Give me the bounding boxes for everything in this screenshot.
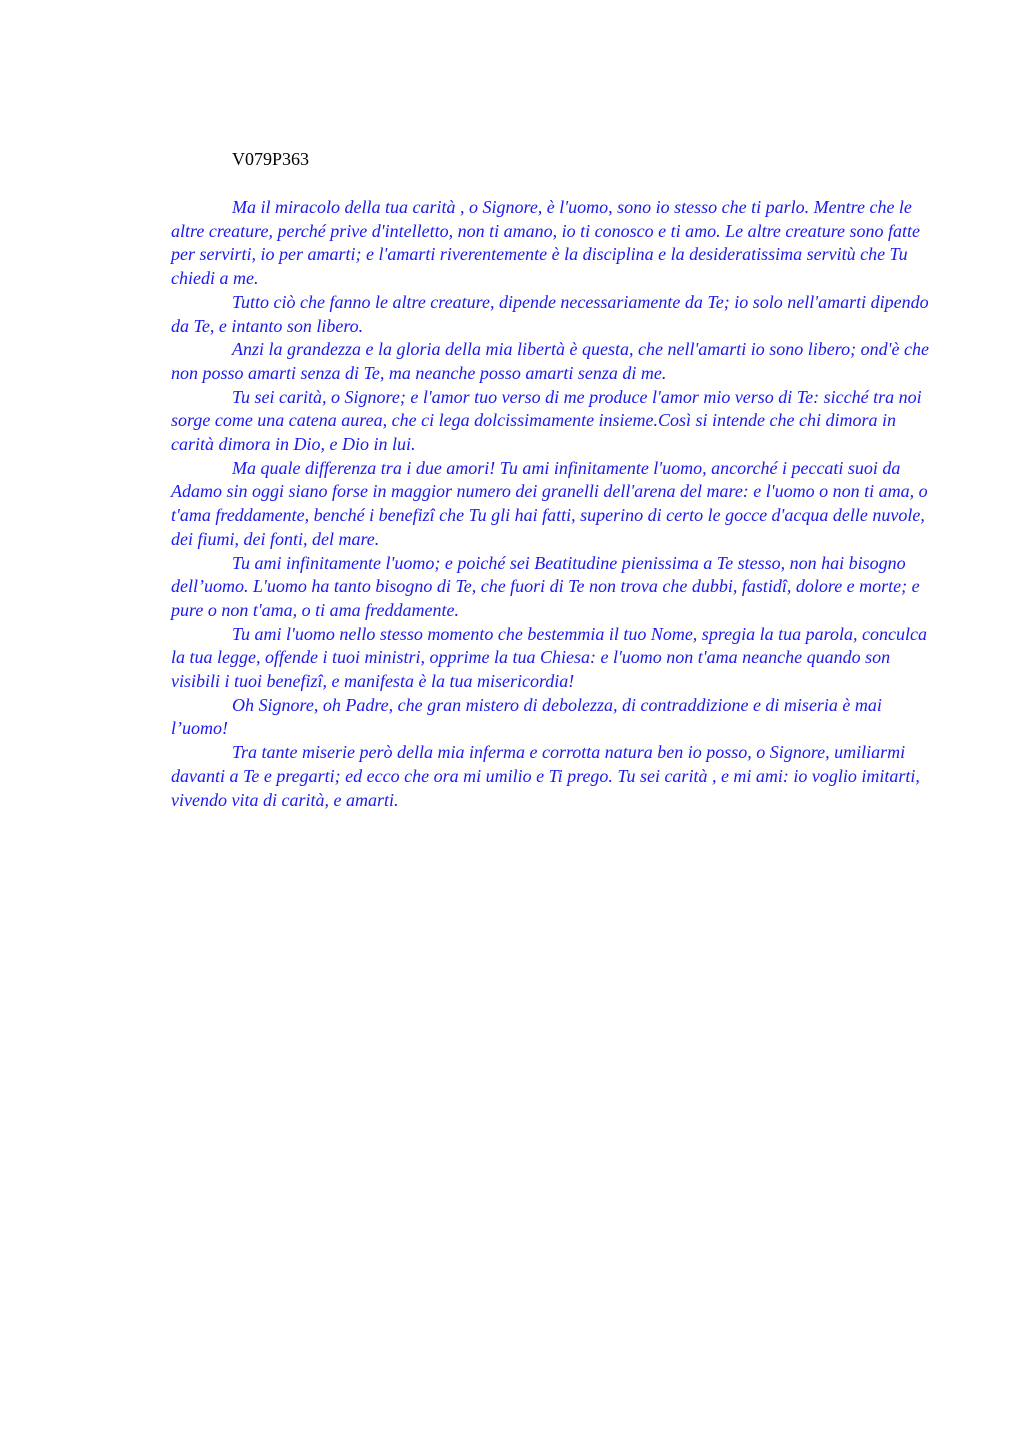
paragraph: Tutto ciò che fanno le altre creature, dipende necessariamente da Te; io solo nell'amarti dipendo da Te, e intanto son libero. [171, 291, 929, 336]
paragraph: Oh Signore, oh Padre, che gran mistero di debolezza, di contraddizione e di miseria è mai l’uomo! [171, 694, 882, 739]
paragraph: Tra tante miserie però della mia inferma e corrotta natura ben io posso, o Signore, umiliarmi davanti a Te e pregarti; ed ecco che ora mi umilio e Ti prego. Tu sei carità , e mi ami: io voglio imitarti, vivendo vita di carità, e amarti. [171, 742, 920, 810]
document-id: V079P363 [232, 149, 310, 169]
paragraph: Tu ami infinitamente l'uomo; e poiché sei Beatitudine pienissima a Te stesso, non hai bisogno dell’uomo. L'uomo ha tanto bisogno di Te, che fuori di Te non trova che dubbi, fastidî, dolore e morte; e pure o non t'ama, o ti ama freddamente. [171, 552, 920, 620]
paragraph: Ma il miracolo della tua carità , o Signore, è l'uomo, sono io stesso che ti parlo. Mentre che le altre creature, perché prive d'intelletto, non ti amano, io ti conosco e ti amo. Le altre creature sono fatte per servirti, io per amarti; e l'amarti riverentemente è la disciplina e la desideratissima servitù che Tu chiedi a me. [171, 197, 921, 289]
paragraph: Ma quale differenza tra i due amori! Tu ami infinitamente l'uomo, ancorché i peccati suoi da Adamo sin oggi siano forse in maggior numero dei granelli dell'arena del mare: e l'uomo o non ti ama, o t'ama freddamente, benché i benefizî che Tu gli hai fatti, superino di certo le gocce d'acqua delle nuvole, dei fiumi, dei fonti, del mare. [171, 457, 928, 549]
paragraph: Tu ami l'uomo nello stesso momento che bestemmia il tuo Nome, spregia la tua parola, conculca la tua legge, offende i tuoi ministri, opprime la tua Chiesa: e l'uomo non t'ama neanche quando son visibili i tuoi benefizî, e manifesta è la tua misericordia! [171, 623, 927, 692]
paragraph: Tu sei carità, o Signore; e l'amor tuo verso di me produce l'amor mio verso di Te: sicché tra noi sorge come una catena aurea, che ci lega dolcissimamente insieme.Così si intende che chi dimora in carità dimora in Dio, e Dio in lui. [171, 386, 922, 455]
paragraph: Anzi la grandezza e la gloria della mia libertà è questa, che nell'amarti io sono libero; ond'è che non posso amarti senza di Te, ma neanche posso amarti senza di me. [171, 339, 929, 383]
document-body [171, 196, 936, 812]
